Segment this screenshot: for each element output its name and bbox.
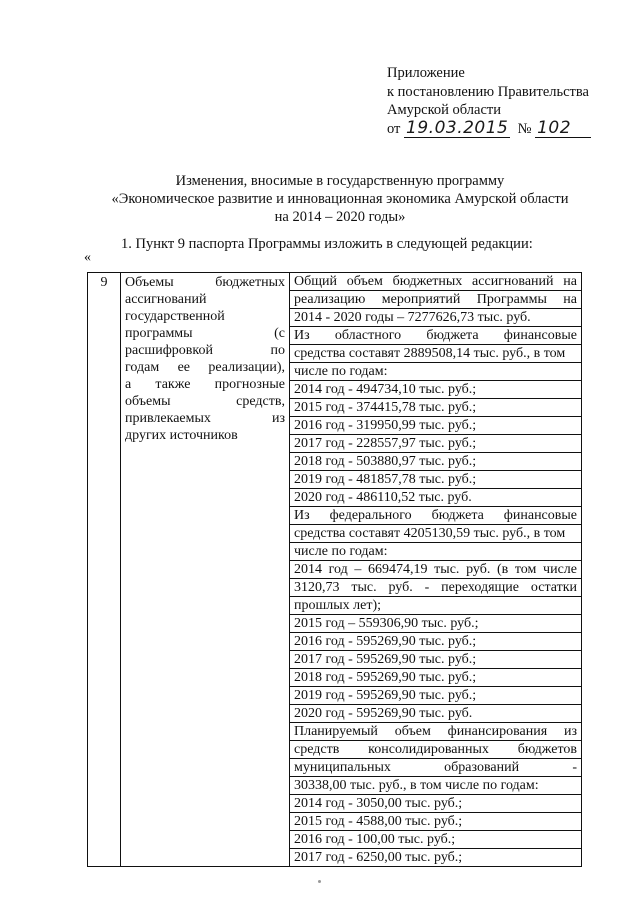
body-line: 2016 год - 595269,90 тыс. руб.;	[290, 633, 581, 651]
body-line: 2019 год - 481857,78 тыс. руб.;	[290, 471, 581, 489]
appendix-date-line	[387, 117, 627, 139]
body-line: Планируемый объем финансирования из	[290, 723, 581, 741]
body-line: 2015 год – 559306,90 тыс. руб.;	[290, 615, 581, 633]
body-line: прошлых лет);	[290, 597, 581, 615]
body-line: 2014 год – 669474,19 тыс. руб. (в том числе	[290, 561, 581, 579]
body-line: средства составят 4205130,59 тыс. руб., в том	[290, 525, 581, 543]
body-line: средств консолидированных бюджетов	[290, 741, 581, 759]
body-line: 2014 год - 494734,10 тыс. руб.;	[290, 381, 581, 399]
body-line: Общий объем бюджетных ассигнований на	[290, 273, 581, 291]
appendix-header	[387, 64, 627, 138]
body-line: муниципальных образований -	[290, 759, 581, 777]
body-line: 2014 - 2020 годы – 7277626,73 тыс. руб.	[290, 309, 581, 327]
name-line: Объемы бюджетных	[125, 275, 285, 290]
document-title	[90, 172, 590, 226]
name-line: расшифровкой по	[125, 343, 285, 358]
body-line: 2017 год - 595269,90 тыс. руб.;	[290, 651, 581, 669]
date-prefix: от	[387, 120, 401, 137]
body-line: числе по годам:	[290, 543, 581, 561]
number-prefix: №	[517, 120, 532, 137]
body-line: 2017 год - 6250,00 тыс. руб.;	[294, 850, 463, 865]
row-name-cell	[121, 273, 290, 867]
body-line: 2017 год - 228557,97 тыс. руб.;	[290, 435, 581, 453]
body-line: 2018 год - 503880,97 тыс. руб.;	[290, 453, 581, 471]
title-line-2: «Экономическое развитие и инновационная экономика Амурской области	[111, 191, 569, 207]
date-field	[404, 117, 510, 138]
body-line: Из федерального бюджета финансовые	[290, 507, 581, 525]
body-line: 2020 год - 486110,52 тыс. руб.	[290, 489, 581, 507]
body-line: 3120,73 тыс. руб. - переходящие остатки	[290, 579, 581, 597]
body-line: Из областного бюджета финансовые	[290, 327, 581, 345]
table-row	[88, 273, 582, 867]
passport-table	[87, 272, 582, 867]
name-line: привлекаемых из	[125, 411, 285, 426]
handwritten-number: 102	[537, 117, 572, 138]
appendix-title: Приложение	[387, 65, 465, 81]
body-line: числе по годам:	[290, 363, 581, 381]
name-line: ассигнований	[125, 292, 207, 307]
name-line: годам ее реализации),	[125, 360, 285, 375]
title-line-3: на 2014 – 2020 годы»	[274, 209, 406, 225]
body-line: 2020 год - 595269,90 тыс. руб.	[290, 705, 581, 723]
name-line: государственной	[125, 309, 225, 324]
body-line: 2019 год - 595269,90 тыс. руб.;	[290, 687, 581, 705]
body-line: 2015 год - 4588,00 тыс. руб.;	[290, 813, 581, 831]
name-line: других источников	[125, 428, 238, 443]
number-field	[535, 117, 591, 138]
body-line: 2016 год - 319950,99 тыс. руб.;	[290, 417, 581, 435]
row-body-cell	[290, 273, 582, 867]
body-line: 2018 год - 595269,90 тыс. руб.;	[290, 669, 581, 687]
body-line: средства составят 2889508,14 тыс. руб., в том	[290, 345, 581, 363]
body-line: 2016 год - 100,00 тыс. руб.;	[290, 831, 581, 849]
open-quote: «	[84, 250, 91, 265]
body-line: реализацию мероприятий Программы на	[290, 291, 581, 309]
appendix-decree-ref: к постановлению Правительства	[387, 83, 589, 100]
name-line: а также прогнозные	[125, 377, 285, 392]
body-line: 2014 год - 3050,00 тыс. руб.;	[290, 795, 581, 813]
handwritten-date: 19.03.2015	[406, 117, 509, 138]
scan-dot	[318, 880, 321, 883]
name-line: объемы средств,	[125, 394, 285, 409]
body-line: 30338,00 тыс. руб., в том числе по годам:	[290, 777, 581, 795]
name-line: программы (с	[125, 326, 285, 341]
point-instruction: 1. Пункт 9 паспорта Программы изложить в следующей редакции:	[121, 236, 533, 252]
appendix-region: Амурской области	[387, 102, 501, 118]
title-line-1: Изменения, вносимые в государственную программу	[175, 173, 505, 189]
body-line: 2015 год - 374415,78 тыс. руб.;	[290, 399, 581, 417]
row-number: 9	[88, 273, 121, 867]
